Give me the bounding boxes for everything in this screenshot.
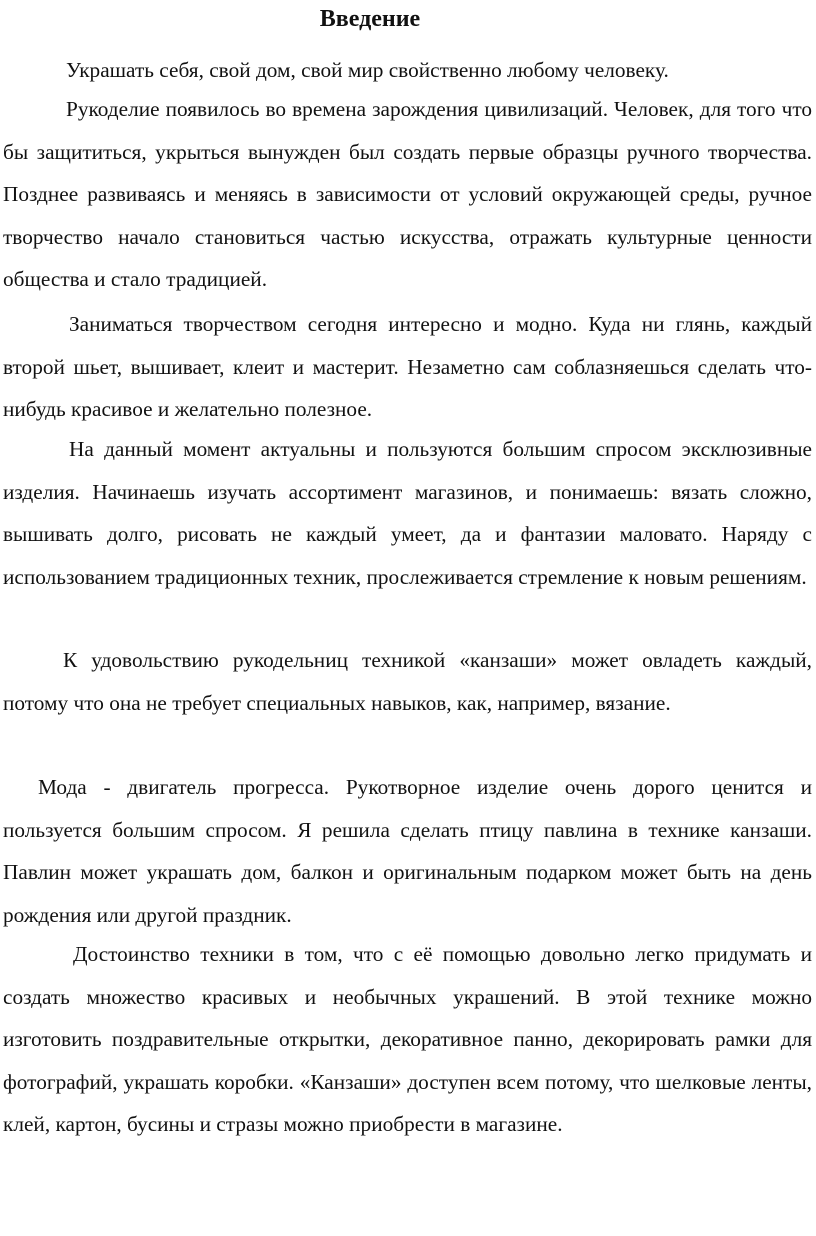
page-title: Введение xyxy=(319,6,421,32)
paragraph-progress: Мода - двигатель прогресса. Рукотворное изделие очень дорого ценится и пользуется большим спросом. Я решила сделать птицу павлина в технике канзаши. Павлин может украшать дом, балкон и оригинальным подарком может быть на день рождения или другой праздник. xyxy=(3,775,812,927)
paragraph-advantages: Достоинство техники в том, что с её помощью довольно легко придумать и создать множество красивых и необычных украшений. В этой технике можно изготовить поздравительные открытки, декоративное панно, декорировать рамки для фотографий, украшать коробки. «Канзаши» доступен всем потому, что шелковые ленты, клей, картон, бусины и стразы можно приобрести в магазине. xyxy=(3,942,812,1137)
paragraph-intro: Украшать себя, свой дом, свой мир свойственно любому человеку. xyxy=(66,58,669,82)
paragraph-fashion: Заниматься творчеством сегодня интересно и модно. Куда ни глянь, каждый второй шьет, вышивает, клеит и мастерит. Незаметно сам соблазняешься сделать что-нибудь красивое и желательно полезное. xyxy=(3,312,812,422)
paragraph-demand: На данный момент актуальны и пользуются большим спросом эксклюзивные изделия. Начинаешь изучать ассортимент магазинов, и понимаешь: вязать сложно, вышивать долго, рисовать не каждый умеет, да и фантазии маловато. Наряду с использованием традиционных техник, прослеживается стремление к новым решениям. xyxy=(3,437,812,589)
paragraph-history: Рукоделие появилось во времена зарождения цивилизаций. Человек, для того что бы защититься, укрыться вынужден был создать первые образцы ручного творчества. Позднее развиваясь и меняясь в зависимости от условий окружающей среды, ручное творчество начало становиться частью искусства, отражать культурные ценности общества и стало традицией. xyxy=(3,97,812,292)
paragraph-kanzashi: К удовольствию рукодельниц техникой «канзаши» может овладеть каждый, потому что она не требует специальных навыков, как, например, вязание. xyxy=(3,648,812,715)
